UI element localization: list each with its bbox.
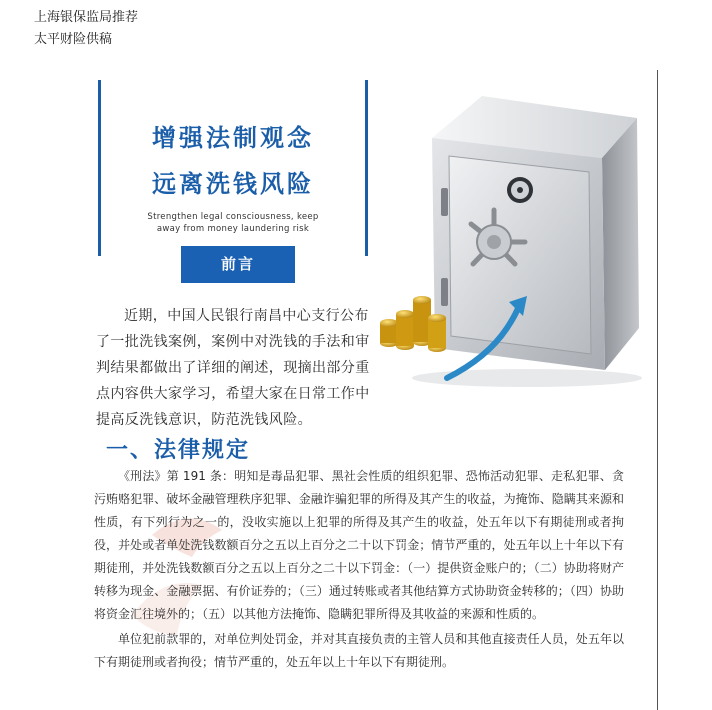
source-line-1: 上海银保监局推荐 [34, 10, 139, 25]
source-line-2: 太平财险供稿 [34, 32, 113, 47]
poster [92, 70, 658, 710]
poster-title-line-2: 远离洗钱风险 [152, 170, 314, 198]
safe-illustration [377, 78, 652, 388]
preface-banner: 前言 [181, 246, 295, 283]
intro-paragraph: 近期，中国人民银行南昌中心支行公布了一批洗钱案例，案例中对洗钱的手法和审判结果都做出了详细的阐述，现摘出部分重点内容供大家学习，希望大家在日常工作中提高反洗钱意识，防范洗钱风险。 [96, 308, 370, 428]
title-frame [98, 80, 368, 256]
poster-title-line-1: 增强法制观念 [152, 124, 314, 152]
section-heading: 一、法律规定 [106, 438, 251, 463]
law-paragraph-1: 《刑法》第 191 条：明知是毒品犯罪、黑社会性质的组织犯罪、恐怖活动犯罪、走私犯罪、贪污贿赂犯罪、破坏金融管理秩序犯罪、金融诈骗犯罪的所得及其产生的收益，为掩饰、隐瞒其来源和性质，有下列行为之一的，没收实施以上犯罪的所得及其产生的收益，处五年以下有期徒刑或者拘役，并处或者单处洗钱数额百分之五以上百分之二十以下罚金；情节严重的，处五年以上十年以下有期徒刑，并处洗钱数额百分之五以上百分之二十以下罚金：（一）提供资金账户的；（二）协助将财产转移为现金、金融票据、有价证券的；（三）通过转账或者其他结算方式协助资金转移的；（四）协助将资金汇往境外的；（五）以其他方法掩饰、隐瞒犯罪所得及其收益的来源和性质的。 [94, 469, 624, 621]
divider [657, 70, 658, 710]
law-text [94, 465, 624, 674]
poster-subtitle: Strengthen legal consciousness, keep away from money laundering risk [147, 212, 319, 234]
law-paragraph-2: 单位犯前款罪的，对单位判处罚金，并对其直接负责的主管人员和其他直接责任人员，处五年以下有期徒刑或者拘役；情节严重的，处五年以上十年以下有期徒刑。 [94, 632, 624, 669]
